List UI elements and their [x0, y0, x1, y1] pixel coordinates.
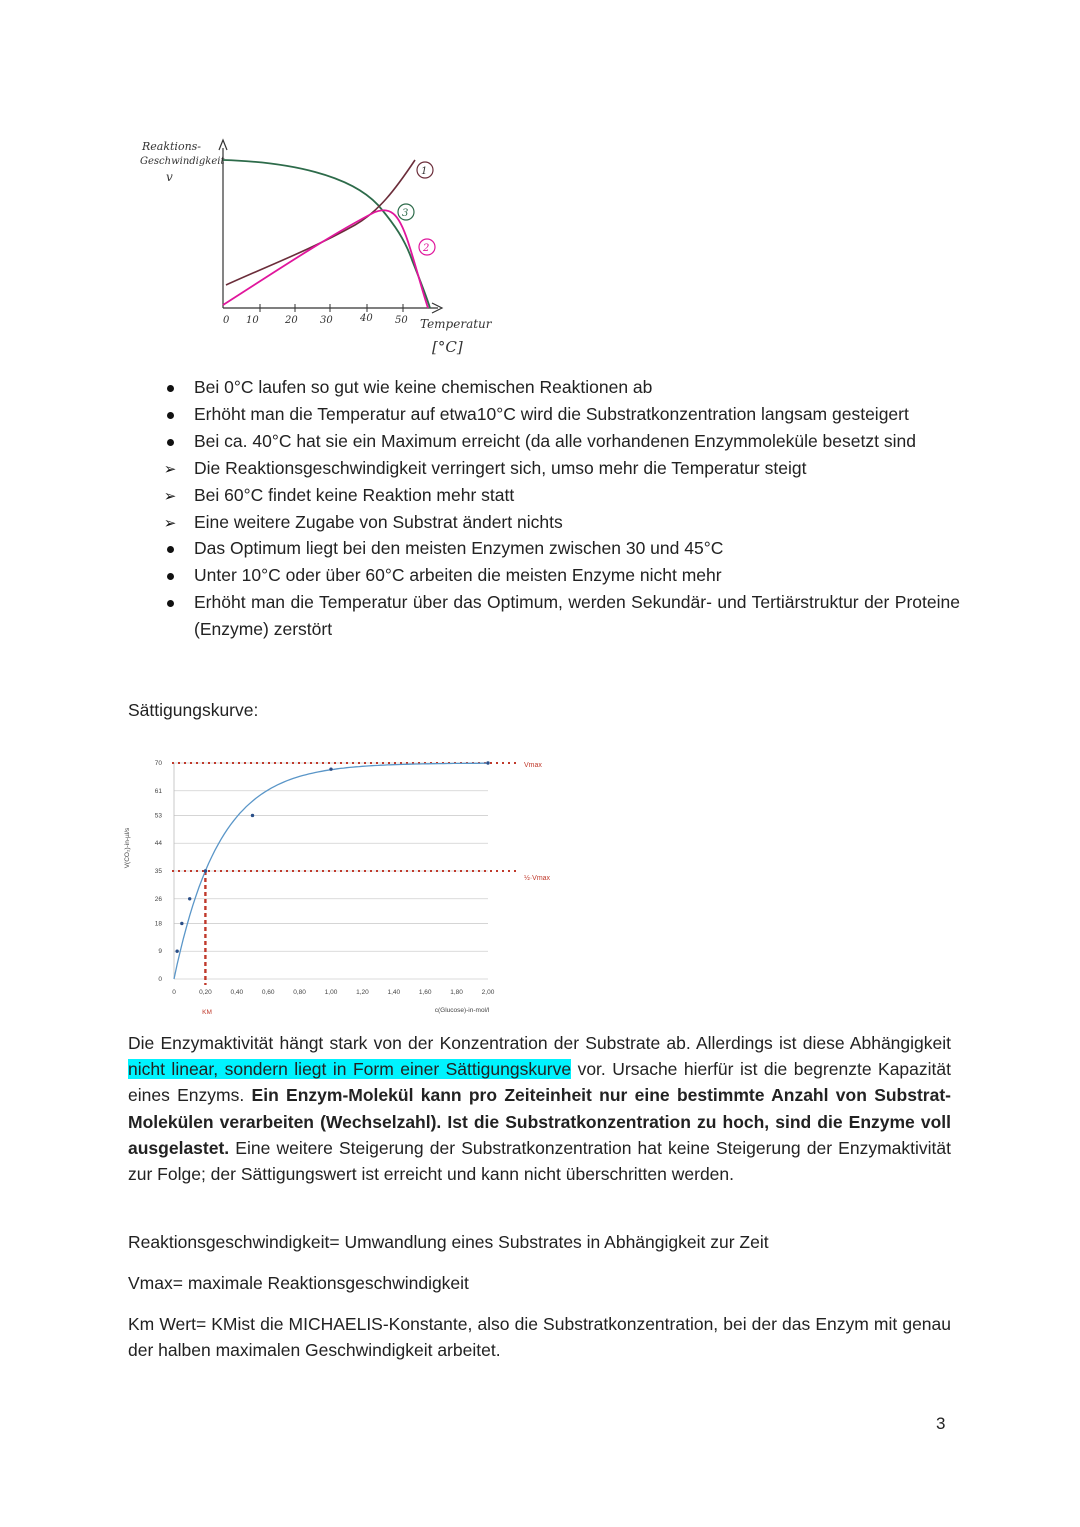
saturation-chart	[120, 748, 580, 1023]
temp-y-label-2: Geschwindigkeit	[140, 156, 225, 167]
sat-x-tick-label: 0	[172, 989, 176, 996]
temp-x-tick-50: 50	[395, 315, 408, 326]
sat-y-tick-label: 0	[158, 976, 162, 983]
temp-x-tick-10: 10	[246, 315, 259, 326]
sat-y-tick-label: 61	[154, 787, 162, 795]
sat-y-tick-label: 70	[154, 760, 162, 767]
sat-data-point	[204, 869, 207, 872]
temp-curve-brown	[226, 160, 415, 285]
temp-marker-1: 1	[421, 166, 428, 177]
sat-data-point	[329, 767, 332, 770]
bullet-dot-icon	[167, 573, 174, 580]
sat-x-tick-label: 2,00	[481, 989, 495, 996]
sat-y-ticks	[155, 760, 163, 983]
temperature-graph	[120, 130, 520, 365]
temp-y-label-1: Reaktions-	[142, 140, 202, 153]
bold-text: Ein Enzym-Molekül kann pro Zeiteinheit nur eine bestimmte Anzahl von Substrat-Molekülen verarbeiten (Wechselzahl). Ist die Substratkonzentration zu hoch, sind die Enzyme voll ausgelastet.	[128, 1085, 952, 1158]
temperature-bullet-list	[160, 374, 960, 643]
bullet-item: Erhöht man die Temperatur auf etwa10°C wird die Substratkonzentration langsam gesteigert	[160, 401, 960, 428]
temp-x-label-2: [°C]	[432, 338, 463, 356]
sat-x-tick-label: 1,60	[418, 989, 432, 996]
bullet-item: Erhöht man die Temperatur über das Optimum, werden Sekundär- und Tertiärstruktur der Proteine (Enzyme) zerstört	[160, 589, 960, 643]
sat-x-tick-label: 0,40	[230, 989, 244, 996]
sat-y-tick-label: 18	[154, 920, 162, 928]
sat-x-tick-label: 1,20	[356, 989, 369, 996]
temp-y-label-3: v	[166, 170, 173, 184]
sat-half-vmax-label: ½·Vmax	[524, 875, 551, 882]
bullet-item: ➢ Eine weitere Zugabe von Substrat ändert nichts	[160, 509, 960, 536]
definition-km: Km Wert= KMist die MICHAELIS-Konstante, also die Substratkonzentration, bei der das Enzym mit genau der halben maximalen Geschwindigkeit arbeitet.	[128, 1314, 951, 1361]
sat-vmax-label: Vmax	[524, 762, 542, 769]
sat-x-tick-label: 0,80	[293, 989, 306, 996]
page-number: 3	[936, 1414, 946, 1433]
saturation-heading: Sättigungskurve:	[128, 700, 259, 720]
highlighted-text: nicht linear, sondern liegt in Form einer Sättigungskurve	[128, 1059, 572, 1080]
sat-y-tick-label: 35	[154, 868, 162, 875]
sat-data-point	[180, 922, 183, 925]
sat-reference-lines	[172, 763, 520, 985]
bullet-arrow-icon: ➢	[163, 487, 177, 505]
bullet-dot-icon	[167, 546, 174, 553]
temp-x-tick-0: 0	[223, 315, 230, 326]
bullet-dot-icon	[167, 385, 174, 392]
saturation-paragraph: Die Enzymaktivität hängt stark von der Konzentration der Substrate ab. Allerdings ist diese Abhängigkeit nicht linear, sondern liegt in Form einer Sättigungskurve vor. Ursache hierfür ist die begrenzte Kapazität eines Enzyms. Ein Enzym-Molekül kann pro Zeiteinheit nur eine bestimmte Anzahl von Substrat-Molekülen verarbeiten (Wechselzahl). Ist die Substratkonzentration zu hoch, sind die Enzyme voll ausgelastet. Eine weitere Steigerung der Substratkonzentration hat keine Steigerung der Enzymaktivität zur Folge; der Sättigungswert ist erreicht und kann nicht überschritten werden.	[128, 1033, 952, 1185]
sat-points	[175, 761, 489, 953]
sat-x-tick-label: 1,40	[387, 989, 401, 996]
sat-y-axis-label: V(CO₂)-in-µl/s	[124, 827, 131, 869]
temp-x-tick-30: 30	[320, 315, 333, 326]
sat-y-tick-label: 9	[158, 948, 162, 956]
bullet-dot-icon	[167, 439, 174, 446]
bullet-item: Bei 0°C laufen so gut wie keine chemischen Reaktionen ab	[160, 374, 960, 401]
bullet-item: Bei ca. 40°C hat sie ein Maximum erreicht (da alle vorhandenen Enzymmoleküle besetzt sind	[160, 428, 960, 455]
bullet-item: ➢ Bei 60°C findet keine Reaktion mehr statt	[160, 482, 960, 509]
sat-x-tick-label: 1,80	[450, 989, 463, 996]
sat-data-point	[486, 761, 489, 764]
temp-x-label-1: Temperatur	[420, 317, 492, 331]
sat-data-point	[251, 814, 254, 817]
temp-x-tick-40: 40	[360, 313, 373, 324]
bullet-item: Unter 10°C oder über 60°C arbeiten die meisten Enzyme nicht mehr	[160, 562, 960, 589]
bullet-arrow-icon: ➢	[163, 460, 177, 478]
definition-vmax: Vmax= maximale Reaktionsgeschwindigkeit	[128, 1273, 469, 1293]
temp-curve-pink	[223, 210, 428, 308]
sat-x-ticks	[172, 989, 495, 996]
sat-x-axis-label: c(Glucose)-in-mol/l	[434, 1007, 490, 1014]
temp-x-tick-20: 20	[285, 315, 298, 326]
bullet-item: ➢ Die Reaktionsgeschwindigkeit verringert sich, umso mehr die Temperatur steigt	[160, 455, 960, 482]
sat-data-point	[188, 897, 191, 900]
bullet-dot-icon	[167, 600, 174, 607]
temp-marker-2: 2	[423, 243, 430, 254]
bullet-item: Das Optimum liegt bei den meisten Enzymen zwischen 30 und 45°C	[160, 535, 960, 562]
temp-marker-3: 3	[402, 208, 409, 219]
sat-x-tick-label: 0,20	[199, 989, 212, 996]
sat-y-tick-label: 44	[154, 840, 162, 848]
bullet-dot-icon	[167, 412, 174, 419]
sat-x-tick-label: 0,60	[261, 989, 275, 996]
definition-rate: Reaktionsgeschwindigkeit= Umwandlung eines Substrates in Abhängigkeit zur Zeit	[128, 1232, 769, 1252]
sat-km-label: KM	[202, 1009, 212, 1016]
sat-data-point	[175, 950, 178, 953]
sat-y-tick-label: 53	[154, 812, 162, 820]
sat-x-tick-label: 1,00	[324, 989, 338, 996]
bullet-arrow-icon: ➢	[163, 514, 177, 532]
sat-y-tick-label: 26	[154, 895, 162, 903]
